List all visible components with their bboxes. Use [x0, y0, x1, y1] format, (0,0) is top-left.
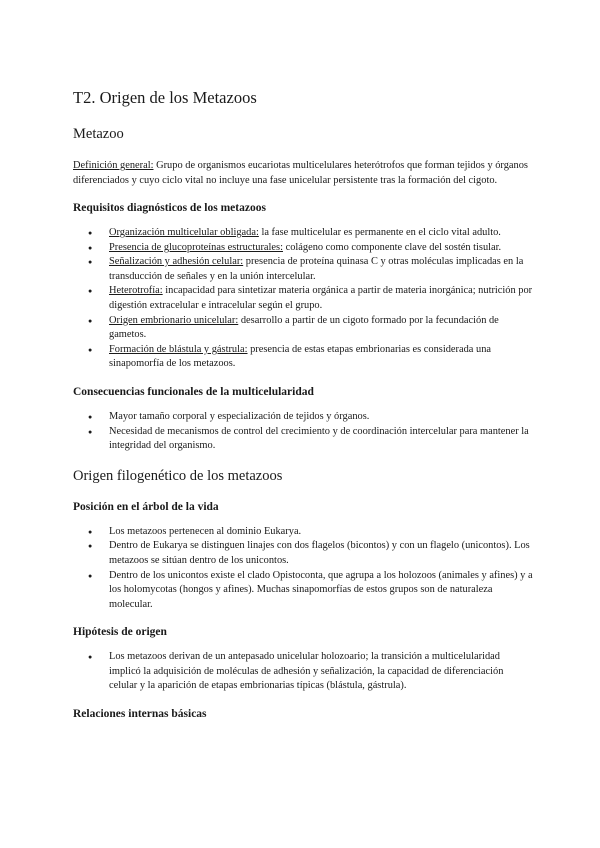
consecuencias-list — [73, 410, 533, 454]
list-item: ● Mayor tamaño corporal y especialización de tejidos y órganos. — [73, 410, 533, 425]
list-item: ● Los metazoos pertenecen al dominio Eukarya. — [73, 525, 533, 540]
list-item — [73, 284, 533, 313]
item-label: Presencia de glucoproteínas estructurales: — [109, 241, 283, 253]
list-item — [73, 314, 533, 343]
list-item: ● Necesidad de mecanismos de control del crecimiento y de coordinación intercelular para mantener la integridad del organismo. — [73, 425, 533, 454]
list-item: ● Dentro de Eukarya se distinguen linajes con dos flagelos (bicontos) y con un flagelo (unicontos). Los metazoos se sitúan dentro de los unicontos. — [73, 539, 533, 568]
section-heading-metazoo: Metazoo — [73, 126, 124, 142]
item-label: Heterotrofía: — [109, 285, 163, 297]
section-heading-origen: Origen filogenético de los metazoos — [73, 467, 283, 484]
item-label: Origen embrionario unicelular: — [109, 314, 239, 326]
subheading-requisitos: Requisitos diagnósticos de los metazoos — [73, 202, 266, 214]
list-item — [73, 255, 533, 284]
item-text: colágeno como componente clave del sostén tisular. — [282, 241, 502, 253]
definition-paragraph — [73, 158, 533, 188]
item-text: la fase multicelular es permanente en el ciclo vital adulto. — [258, 227, 501, 238]
item-text: incapacidad para sintetizar materia orgánica a partir de materia inorgánica; nutrición por digestión extracelular e intracelular según el grupo. — [109, 285, 533, 311]
item-text: presencia de proteína quinasa C y otras moléculas implicadas en la transducción de señales y en la unión intercelular. — [109, 256, 524, 282]
document-content — [73, 88, 533, 732]
definition-label: Definición general: — [73, 160, 154, 171]
item-label: Señalización y adhesión celular: — [109, 256, 244, 268]
subheading-hipotesis: Hipótesis de origen — [73, 626, 167, 639]
subheading-posicion: Posición en el árbol de la vida — [73, 500, 219, 513]
page-title: T2. Origen de los Metazoos — [73, 88, 257, 107]
list-item — [73, 226, 533, 241]
hipotesis-list — [73, 650, 533, 694]
list-item: ● Los metazoos derivan de un antepasado unicelular holozoario; la transición a multicelularidad implicó la adquisición de moléculas de adhesión y señalización, la capacidad de diferenciación celular y la aparición de etapas embrionarias típicas (blástula, gástrula). — [73, 650, 533, 694]
item-label: Formación de blástula y gástrula: — [109, 343, 248, 355]
list-item — [73, 241, 533, 256]
posicion-list — [73, 525, 533, 613]
item-text: presencia de estas etapas embrionarias es considerada una sinapomorfía de los metazoos. — [109, 343, 492, 370]
item-label: Organización multicelular obligada: — [109, 227, 259, 238]
requisitos-list — [73, 226, 533, 372]
list-item: ● Dentro de los unicontos existe el clado Opistoconta, que agrupa a los holozoos (animales y afines) y a los holomycotas (hongos y afines). Muchas sinapomorfías de estos grupos son de naturaleza molecular. — [73, 569, 533, 613]
definition-text: Grupo de organismos eucariotas multicelulares heterótrofos que forman tejidos y órganos diferenciados y cuyo ciclo vital no incluye una fase unicelular persistente tras la formación del cigoto. — [73, 160, 528, 186]
item-text: desarrollo a partir de un cigoto formado por la fecundación de gametos. — [109, 314, 499, 341]
subheading-consecuencias: Consecuencias funcionales de la multicelularidad — [73, 385, 314, 398]
list-item — [73, 343, 533, 372]
subheading-relaciones: Relaciones internas básicas — [73, 708, 207, 721]
